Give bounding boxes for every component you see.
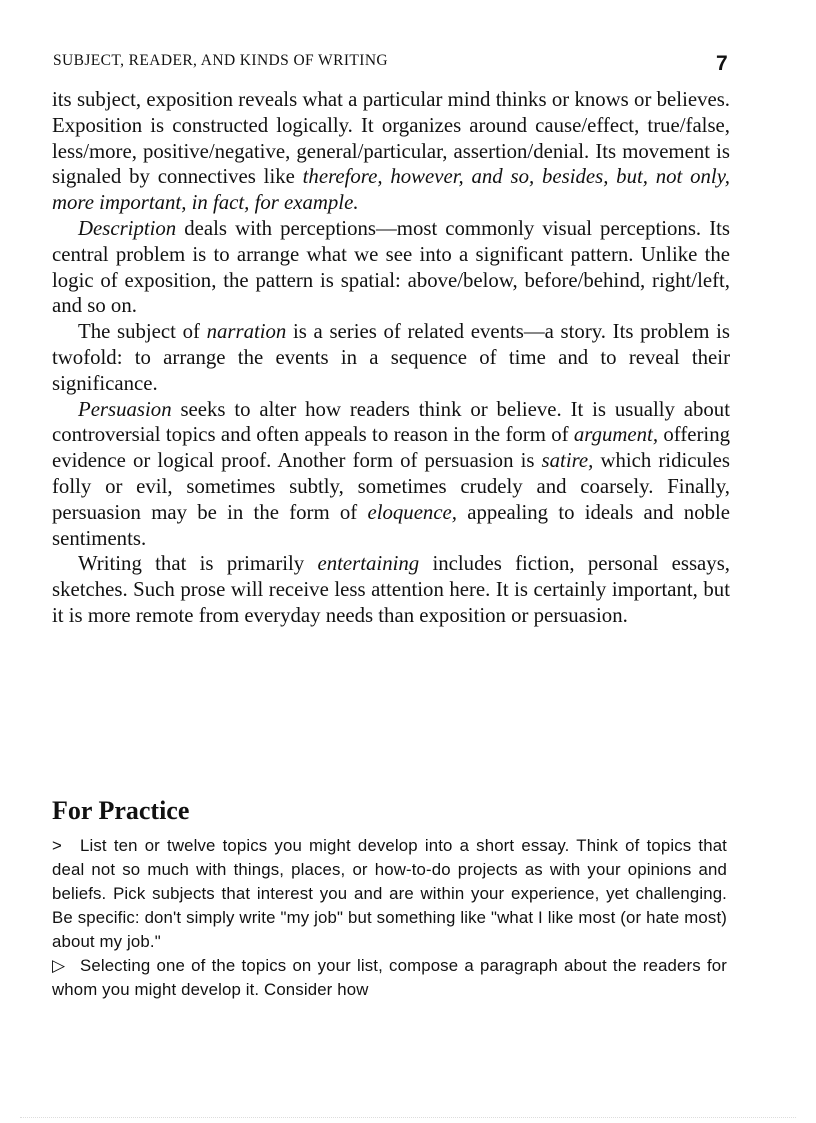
practice-item: ▷ Selecting one of the topics on your list, compose a paragraph about the readers for whom you might develop it. Consider how xyxy=(52,956,727,999)
body-text xyxy=(52,87,730,629)
running-head: SUBJECT, READER, AND KINDS OF WRITING xyxy=(53,52,389,69)
paragraph-entertaining: Writing that is primarily entertaining includes fiction, personal essays, sketches. Such prose will receive less attention here. It is certainly important, but it is more remote from everyday needs than exposition or persuasion. xyxy=(52,552,730,627)
practice-heading: For Practice xyxy=(52,796,190,825)
paragraph-persuasion: Persuasion seeks to alter how readers think or believe. It is usually about controversial topics and often appeals to reason in the form of argument, offering evidence or logical proof. Another form of persuasion is satire, which ridicules folly or evil, sometimes subtly, sometimes crudely and coarsely. Finally, persuasion may be in the form of eloquence, appealing to ideals and noble sentiments. xyxy=(52,397,730,550)
triangle-marker-icon: ▷ xyxy=(52,956,66,975)
practice-list xyxy=(52,834,727,1002)
paragraph-exposition-cont: its subject, exposition reveals what a particular mind thinks or knows or believes. Exposition is constructed logically. It organizes around cause/effect, true/false, less/more, positive/negative, general/particular, assertion/denial. Its movement is signaled by connectives like therefore, however, and so, besides, but, not only, more important, in fact, for example. xyxy=(52,88,730,215)
paragraph-description: Description deals with perceptions—most commonly visual perceptions. Its central problem is to arrange what we see into a significant pattern. Unlike the logic of exposition, the pattern is spatial: above/below, before/behind, right/left, and so on. xyxy=(52,216,730,318)
bullet-marker-icon: > xyxy=(52,836,62,855)
practice-item: > List ten or twelve topics you might develop into a short essay. Think of topics that deal not so much with things, places, or how-to-do projects as with your opinions and beliefs. Pick subjects that interest you and are within your experience, yet challenging. Be specific: don't simply write "my job" but something like "what I like most (or hate most) about my job." xyxy=(52,836,727,951)
page-number: 7 xyxy=(716,52,728,75)
page-bottom-divider xyxy=(20,1117,796,1118)
paragraph-narration: The subject of narration is a series of related events—a story. Its problem is twofold: to arrange the events in a sequence of time and to reveal their significance. xyxy=(52,320,730,395)
